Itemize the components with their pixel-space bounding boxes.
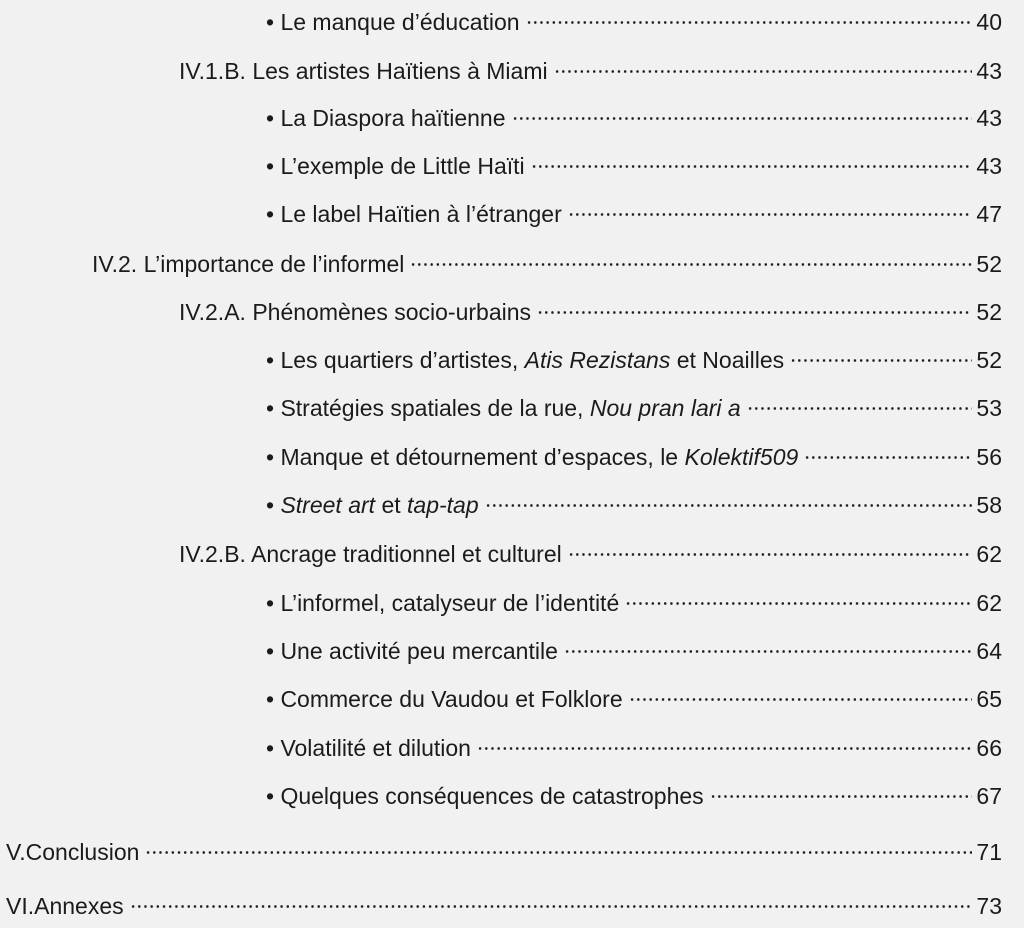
dot-leader bbox=[410, 263, 972, 266]
dot-leader bbox=[790, 359, 972, 362]
toc-entry bbox=[266, 344, 1002, 376]
toc-entry bbox=[6, 836, 1002, 868]
dot-leader bbox=[554, 70, 973, 73]
dot-leader bbox=[531, 165, 973, 168]
toc-entry-label: • La Diaspora haïtienne bbox=[266, 105, 506, 131]
toc-page-number: 52 bbox=[976, 347, 1002, 373]
dot-leader bbox=[537, 311, 972, 314]
dot-leader bbox=[130, 905, 973, 908]
toc-page-number: 52 bbox=[976, 299, 1002, 325]
toc-entry bbox=[179, 538, 1002, 570]
toc-page-number: 40 bbox=[976, 9, 1002, 35]
toc-entry bbox=[266, 635, 1002, 667]
toc-page-number: 43 bbox=[976, 58, 1002, 84]
toc-entry-label: • Le manque d’éducation bbox=[266, 9, 520, 35]
toc-page-number: 71 bbox=[976, 839, 1002, 865]
toc-entry-label: • Stratégies spatiales de la rue, Nou pran lari a bbox=[266, 395, 741, 421]
dot-leader bbox=[145, 851, 972, 854]
toc-entry bbox=[266, 6, 1002, 38]
toc-entry-label: • Street art et tap-tap bbox=[266, 492, 479, 518]
toc-entry bbox=[266, 392, 1002, 424]
toc-entry bbox=[266, 198, 1002, 230]
toc-entry bbox=[92, 248, 1002, 280]
toc-page-number: 47 bbox=[976, 201, 1002, 227]
toc-entry bbox=[266, 102, 1002, 134]
toc-entry bbox=[266, 780, 1002, 812]
toc-entry bbox=[6, 890, 1002, 922]
toc-page-number: 53 bbox=[976, 395, 1002, 421]
dot-leader bbox=[512, 117, 973, 120]
dot-leader bbox=[568, 213, 973, 216]
toc-entry-label: • L’exemple de Little Haïti bbox=[266, 153, 525, 179]
dot-leader bbox=[710, 795, 973, 798]
toc-entry-label: • L’informel, catalyseur de l’identité bbox=[266, 590, 620, 616]
dot-leader bbox=[477, 747, 972, 750]
toc-page-number: 56 bbox=[976, 444, 1002, 470]
dot-leader bbox=[485, 504, 973, 507]
toc-entry bbox=[179, 55, 1002, 87]
toc-page-number: 58 bbox=[976, 492, 1002, 518]
toc-page-number: 73 bbox=[976, 893, 1002, 919]
toc-page-number: 43 bbox=[976, 153, 1002, 179]
toc-entry bbox=[266, 683, 1002, 715]
dot-leader bbox=[629, 698, 973, 701]
dot-leader bbox=[568, 553, 973, 556]
toc-entry-label: IV.2. L’importance de l’informel bbox=[92, 251, 405, 277]
toc-entry bbox=[266, 441, 1002, 473]
toc-entry-label: V.Conclusion bbox=[6, 839, 140, 865]
toc-entry bbox=[266, 587, 1002, 619]
toc-entry-label: • Commerce du Vaudou et Folklore bbox=[266, 686, 623, 712]
dot-leader bbox=[804, 456, 972, 459]
toc-entry bbox=[266, 489, 1002, 521]
dot-leader bbox=[747, 407, 973, 410]
toc-page-number: 66 bbox=[976, 735, 1002, 761]
toc-entry-label: IV.1.B. Les artistes Haïtiens à Miami bbox=[179, 58, 548, 84]
toc-entry-label: IV.2.B. Ancrage traditionnel et culturel bbox=[179, 541, 562, 567]
toc-page-number: 64 bbox=[976, 638, 1002, 664]
toc-page-number: 43 bbox=[976, 105, 1002, 131]
dot-leader bbox=[625, 602, 972, 605]
toc-page-number: 62 bbox=[976, 541, 1002, 567]
toc-entry-label: • Manque et détournement d’espaces, le Kolektif509 bbox=[266, 444, 799, 470]
toc-entry-label: • Les quartiers d’artistes, Atis Rezistans et Noailles bbox=[266, 347, 785, 373]
toc-page-number: 52 bbox=[976, 251, 1002, 277]
toc-entry-label: • Quelques conséquences de catastrophes bbox=[266, 783, 704, 809]
toc-entry bbox=[266, 732, 1002, 764]
toc-page-number: 62 bbox=[976, 590, 1002, 616]
toc-entry-label: • Le label Haïtien à l’étranger bbox=[266, 201, 562, 227]
toc-entry bbox=[179, 296, 1002, 328]
toc-entry-label: IV.2.A. Phénomènes socio-urbains bbox=[179, 299, 532, 325]
toc-entry-label: • Une activité peu mercantile bbox=[266, 638, 558, 664]
toc-page-number: 67 bbox=[976, 783, 1002, 809]
dot-leader bbox=[564, 650, 973, 653]
dot-leader bbox=[526, 21, 973, 24]
toc-entry-label: VI.Annexes bbox=[6, 893, 124, 919]
toc-entry-label: • Volatilité et dilution bbox=[266, 735, 471, 761]
toc-entry bbox=[266, 150, 1002, 182]
toc-page-number: 65 bbox=[976, 686, 1002, 712]
